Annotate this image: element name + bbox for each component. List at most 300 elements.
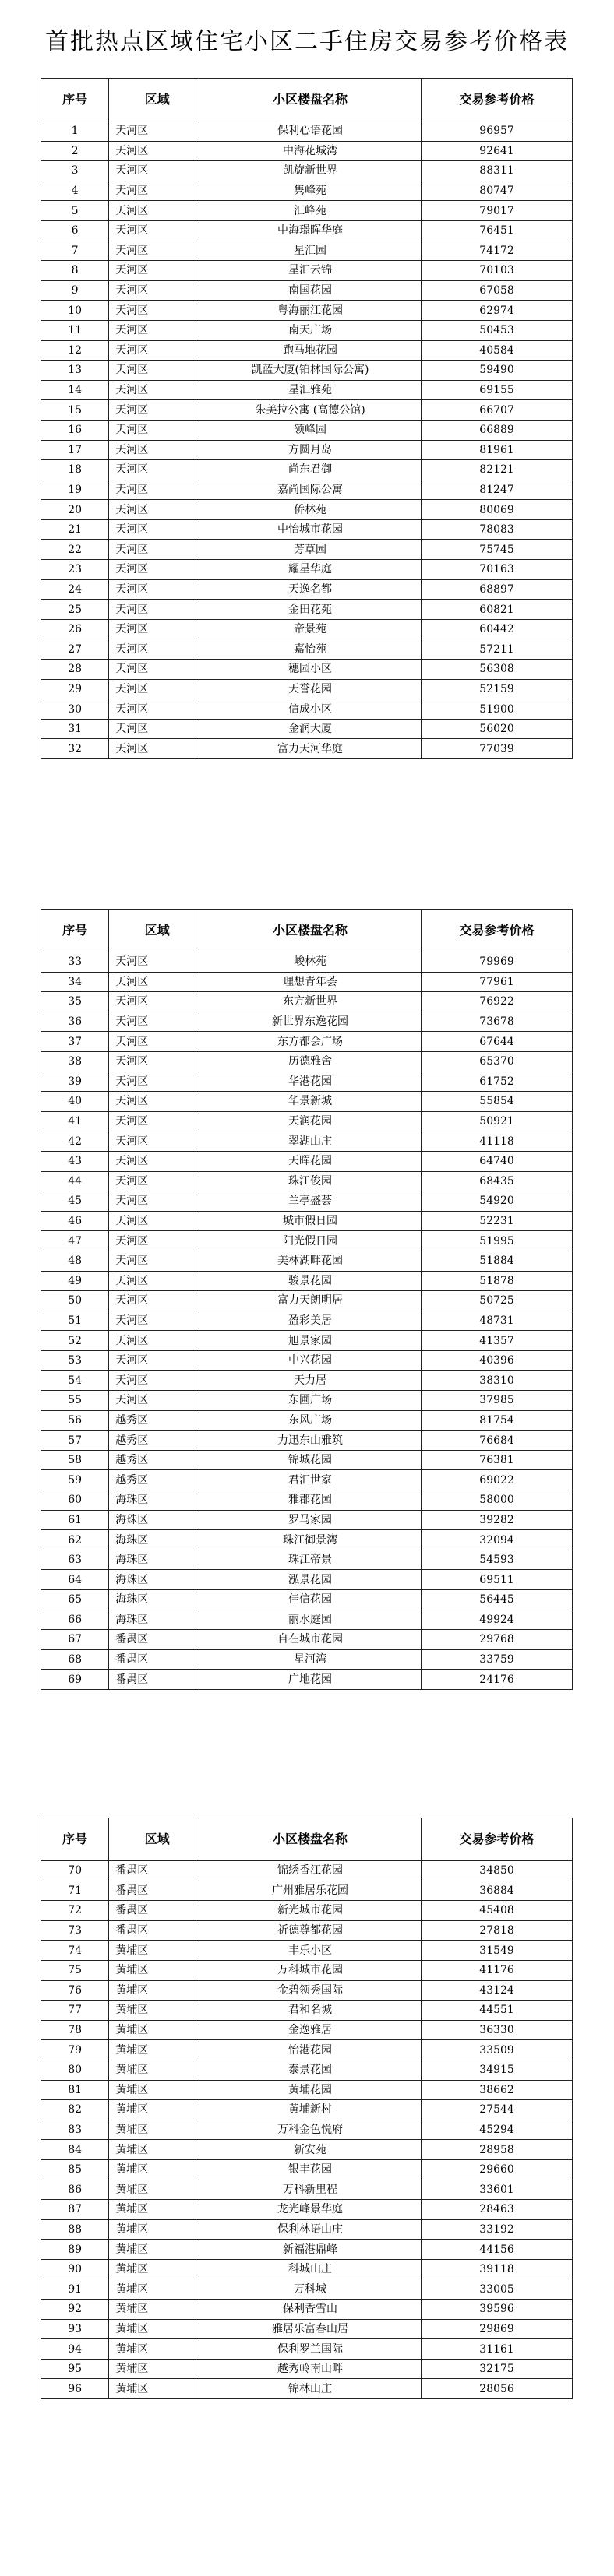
row-estate-name: 阳光假日园 — [199, 1231, 421, 1251]
row-reference-price: 33601 — [422, 2180, 573, 2200]
row-number: 83 — [41, 2120, 109, 2140]
row-district: 天河区 — [109, 400, 199, 421]
row-district: 天河区 — [109, 181, 199, 201]
row-number: 26 — [41, 619, 109, 639]
row-estate-name: 穗园小区 — [199, 660, 421, 680]
row-district: 天河区 — [109, 679, 199, 699]
row-district: 黄埔区 — [109, 2060, 199, 2080]
row-reference-price: 59490 — [422, 361, 573, 381]
row-reference-price: 65370 — [422, 1051, 573, 1072]
table-row — [41, 660, 573, 680]
row-district: 天河区 — [109, 460, 199, 480]
header-name: 小区楼盘名称 — [199, 1818, 421, 1861]
row-district: 黄埔区 — [109, 1941, 199, 1961]
table-row — [41, 1980, 573, 2001]
row-number: 70 — [41, 1861, 109, 1881]
row-reference-price: 78083 — [422, 519, 573, 540]
row-number: 51 — [41, 1311, 109, 1331]
table-row — [41, 1960, 573, 1980]
row-estate-name: 凯蓝大厦(铂林国际公寓) — [199, 361, 421, 381]
row-reference-price: 56020 — [422, 719, 573, 739]
row-reference-price: 33759 — [422, 1649, 573, 1670]
row-reference-price: 32094 — [422, 1530, 573, 1550]
row-number: 9 — [41, 280, 109, 301]
table-row — [41, 141, 573, 161]
row-estate-name: 星汇雅苑 — [199, 380, 421, 400]
table-row — [41, 519, 573, 540]
row-number: 10 — [41, 301, 109, 321]
row-reference-price: 29869 — [422, 2319, 573, 2339]
row-estate-name: 新福港鼎峰 — [199, 2240, 421, 2260]
row-estate-name: 黄埔新村 — [199, 2100, 421, 2120]
row-number: 21 — [41, 519, 109, 540]
row-reference-price: 60442 — [422, 619, 573, 639]
row-district: 越秀区 — [109, 1431, 199, 1451]
table-row — [41, 2339, 573, 2360]
row-reference-price: 31161 — [422, 2339, 573, 2360]
row-estate-name: 丽水庭园 — [199, 1610, 421, 1630]
row-district: 天河区 — [109, 320, 199, 340]
row-number: 45 — [41, 1191, 109, 1212]
row-reference-price: 29660 — [422, 2159, 573, 2180]
row-estate-name: 金润大厦 — [199, 719, 421, 739]
row-estate-name: 富力天河华庭 — [199, 739, 421, 759]
row-reference-price: 58000 — [422, 1490, 573, 1511]
row-reference-price: 24176 — [422, 1670, 573, 1690]
row-district: 黄埔区 — [109, 2300, 199, 2320]
row-number: 77 — [41, 2001, 109, 2021]
table-row — [41, 1371, 573, 1391]
table-row — [41, 2040, 573, 2060]
row-district: 天河区 — [109, 121, 199, 142]
table-row — [41, 992, 573, 1012]
row-number: 48 — [41, 1251, 109, 1271]
table-row — [41, 1649, 573, 1670]
price-table-3 — [41, 1818, 573, 2399]
row-estate-name: 保利林语山庄 — [199, 2219, 421, 2240]
row-number: 42 — [41, 1131, 109, 1152]
row-reference-price: 37985 — [422, 1391, 573, 1411]
row-district: 天河区 — [109, 340, 199, 361]
row-number: 55 — [41, 1391, 109, 1411]
row-number: 90 — [41, 2259, 109, 2279]
row-estate-name: 雅居乐富春山居 — [199, 2319, 421, 2339]
row-estate-name: 骏景花园 — [199, 1271, 421, 1291]
row-district: 天河区 — [109, 1371, 199, 1391]
table-row — [41, 1012, 573, 1032]
table-row — [41, 1231, 573, 1251]
table-row — [41, 2200, 573, 2220]
table-row — [41, 1920, 573, 1941]
table-row — [41, 699, 573, 720]
row-estate-name: 万科城 — [199, 2279, 421, 2300]
row-number: 24 — [41, 579, 109, 600]
row-district: 天河区 — [109, 560, 199, 580]
row-reference-price: 39282 — [422, 1510, 573, 1530]
row-number: 88 — [41, 2219, 109, 2240]
row-reference-price: 73678 — [422, 1012, 573, 1032]
row-estate-name: 丰乐小区 — [199, 1941, 421, 1961]
row-reference-price: 66707 — [422, 400, 573, 421]
table-row — [41, 1391, 573, 1411]
table-row — [41, 1032, 573, 1052]
row-number: 52 — [41, 1331, 109, 1351]
table-row — [41, 301, 573, 321]
row-estate-name: 尚东君御 — [199, 460, 421, 480]
row-reference-price: 54593 — [422, 1550, 573, 1570]
row-number: 82 — [41, 2100, 109, 2120]
row-number: 31 — [41, 719, 109, 739]
row-reference-price: 70103 — [422, 261, 573, 281]
row-number: 32 — [41, 739, 109, 759]
table-row — [41, 1051, 573, 1072]
table-row — [41, 261, 573, 281]
row-estate-name: 万科新里程 — [199, 2180, 421, 2200]
row-number: 37 — [41, 1032, 109, 1052]
row-number: 30 — [41, 699, 109, 720]
row-reference-price: 81961 — [422, 440, 573, 460]
table-row — [41, 400, 573, 421]
row-reference-price: 33192 — [422, 2219, 573, 2240]
row-district: 天河区 — [109, 1032, 199, 1052]
row-reference-price: 51995 — [422, 1231, 573, 1251]
table-row — [41, 161, 573, 181]
row-district: 天河区 — [109, 1051, 199, 1072]
row-district: 黄埔区 — [109, 2219, 199, 2240]
row-number: 39 — [41, 1072, 109, 1092]
table-row — [41, 739, 573, 759]
row-reference-price: 76684 — [422, 1431, 573, 1451]
row-district: 天河区 — [109, 972, 199, 992]
table-row — [41, 1111, 573, 1131]
table-row — [41, 1211, 573, 1231]
row-number: 60 — [41, 1490, 109, 1511]
row-estate-name: 天晖花园 — [199, 1151, 421, 1171]
row-district: 番禺区 — [109, 1881, 199, 1901]
row-reference-price: 52159 — [422, 679, 573, 699]
table-row — [41, 121, 573, 142]
row-district: 天河区 — [109, 301, 199, 321]
row-district: 天河区 — [109, 719, 199, 739]
table-header-row — [41, 79, 573, 121]
row-number: 79 — [41, 2040, 109, 2060]
row-estate-name: 富力天朗明居 — [199, 1291, 421, 1311]
row-estate-name: 万科城市花园 — [199, 1960, 421, 1980]
table-row — [41, 1941, 573, 1961]
row-district: 天河区 — [109, 600, 199, 620]
row-estate-name: 自在城市花园 — [199, 1630, 421, 1650]
row-district: 天河区 — [109, 1171, 199, 1191]
row-number: 41 — [41, 1111, 109, 1131]
table-row — [41, 1431, 573, 1451]
row-reference-price: 77961 — [422, 972, 573, 992]
row-number: 66 — [41, 1610, 109, 1630]
row-estate-name: 华景新城 — [199, 1092, 421, 1112]
header-name: 小区楼盘名称 — [199, 79, 421, 121]
table-row — [41, 1410, 573, 1431]
row-estate-name: 万科金色悦府 — [199, 2120, 421, 2140]
row-district: 天河区 — [109, 1291, 199, 1311]
row-estate-name: 力迅东山雅筑 — [199, 1431, 421, 1451]
table-row — [41, 440, 573, 460]
row-reference-price: 33509 — [422, 2040, 573, 2060]
table-row — [41, 500, 573, 520]
row-number: 43 — [41, 1151, 109, 1171]
row-number: 47 — [41, 1231, 109, 1251]
table-row — [41, 201, 573, 221]
row-estate-name: 侨林苑 — [199, 500, 421, 520]
row-number: 2 — [41, 141, 109, 161]
row-district: 海珠区 — [109, 1530, 199, 1550]
row-estate-name: 天润花园 — [199, 1111, 421, 1131]
row-district: 番禺区 — [109, 1670, 199, 1690]
row-reference-price: 43124 — [422, 1980, 573, 2001]
header-name: 小区楼盘名称 — [199, 910, 421, 952]
row-district: 越秀区 — [109, 1470, 199, 1490]
row-reference-price: 76381 — [422, 1450, 573, 1470]
row-number: 6 — [41, 220, 109, 241]
row-district: 天河区 — [109, 201, 199, 221]
row-reference-price: 56308 — [422, 660, 573, 680]
row-number: 58 — [41, 1450, 109, 1470]
row-district: 天河区 — [109, 1350, 199, 1371]
row-reference-price: 41118 — [422, 1131, 573, 1152]
row-district: 黄埔区 — [109, 2159, 199, 2180]
table-row — [41, 1191, 573, 1212]
table-row — [41, 1861, 573, 1881]
header-price: 交易参考价格 — [422, 910, 573, 952]
row-reference-price: 81247 — [422, 480, 573, 500]
table-row — [41, 380, 573, 400]
row-district: 天河区 — [109, 440, 199, 460]
row-reference-price: 96957 — [422, 121, 573, 142]
row-reference-price: 79017 — [422, 201, 573, 221]
row-number: 3 — [41, 161, 109, 181]
row-district: 天河区 — [109, 1311, 199, 1331]
row-estate-name: 星汇云锦 — [199, 261, 421, 281]
price-table-2 — [41, 909, 573, 1690]
row-estate-name: 芳草园 — [199, 540, 421, 560]
row-number: 84 — [41, 2140, 109, 2160]
row-district: 海珠区 — [109, 1490, 199, 1511]
table-row — [41, 560, 573, 580]
row-district: 番禺区 — [109, 1861, 199, 1881]
header-price: 交易参考价格 — [422, 1818, 573, 1861]
row-reference-price: 68435 — [422, 1171, 573, 1191]
row-reference-price: 28056 — [422, 2379, 573, 2399]
table-row — [41, 181, 573, 201]
table-row — [41, 2080, 573, 2100]
row-number: 75 — [41, 1960, 109, 1980]
row-reference-price: 40584 — [422, 340, 573, 361]
row-number: 8 — [41, 261, 109, 281]
row-estate-name: 东风广场 — [199, 1410, 421, 1431]
row-reference-price: 82121 — [422, 460, 573, 480]
row-reference-price: 45408 — [422, 1901, 573, 1921]
row-reference-price: 34915 — [422, 2060, 573, 2080]
row-reference-price: 36884 — [422, 1881, 573, 1901]
table-row — [41, 1291, 573, 1311]
row-number: 40 — [41, 1092, 109, 1112]
row-number: 63 — [41, 1550, 109, 1570]
row-reference-price: 44551 — [422, 2001, 573, 2021]
row-reference-price: 28958 — [422, 2140, 573, 2160]
row-number: 94 — [41, 2339, 109, 2360]
table-row — [41, 1530, 573, 1550]
row-district: 黄埔区 — [109, 2359, 199, 2379]
row-number: 17 — [41, 440, 109, 460]
row-reference-price: 33005 — [422, 2279, 573, 2300]
row-reference-price: 51900 — [422, 699, 573, 720]
row-reference-price: 60821 — [422, 600, 573, 620]
row-district: 天河区 — [109, 220, 199, 241]
table-row — [41, 1550, 573, 1570]
row-reference-price: 45294 — [422, 2120, 573, 2140]
row-district: 越秀区 — [109, 1450, 199, 1470]
row-district: 黄埔区 — [109, 2379, 199, 2399]
row-number: 28 — [41, 660, 109, 680]
table-row — [41, 1251, 573, 1271]
row-district: 黄埔区 — [109, 2240, 199, 2260]
row-number: 91 — [41, 2279, 109, 2300]
row-estate-name: 雅郡花园 — [199, 1490, 421, 1511]
table-header-row — [41, 910, 573, 952]
row-number: 73 — [41, 1920, 109, 1941]
row-number: 86 — [41, 2180, 109, 2200]
table-row — [41, 2060, 573, 2080]
row-district: 天河区 — [109, 261, 199, 281]
row-district: 天河区 — [109, 1211, 199, 1231]
table-row — [41, 2001, 573, 2021]
table-row — [41, 1271, 573, 1291]
table-row — [41, 972, 573, 992]
row-number: 56 — [41, 1410, 109, 1431]
row-estate-name: 翠湖山庄 — [199, 1131, 421, 1152]
table-row — [41, 1670, 573, 1690]
table-row — [41, 2180, 573, 2200]
row-number: 53 — [41, 1350, 109, 1371]
row-district: 天河区 — [109, 361, 199, 381]
row-estate-name: 领峰园 — [199, 420, 421, 440]
row-estate-name: 嘉怡苑 — [199, 639, 421, 660]
row-district: 黄埔区 — [109, 2080, 199, 2100]
row-district: 天河区 — [109, 992, 199, 1012]
row-district: 海珠区 — [109, 1510, 199, 1530]
row-reference-price: 27818 — [422, 1920, 573, 1941]
row-district: 海珠区 — [109, 1590, 199, 1610]
row-estate-name: 龙光峰景华庭 — [199, 2200, 421, 2220]
row-district: 天河区 — [109, 1391, 199, 1411]
row-district: 天河区 — [109, 1131, 199, 1152]
table-row — [41, 220, 573, 241]
row-estate-name: 锦城花园 — [199, 1450, 421, 1470]
row-number: 27 — [41, 639, 109, 660]
header-district: 区域 — [109, 79, 199, 121]
row-estate-name: 理想青年荟 — [199, 972, 421, 992]
table-row — [41, 1901, 573, 1921]
table-row — [41, 952, 573, 973]
row-district: 黄埔区 — [109, 2339, 199, 2360]
table-row — [41, 1092, 573, 1112]
row-district: 天河区 — [109, 699, 199, 720]
table-row — [41, 2020, 573, 2040]
row-district: 天河区 — [109, 500, 199, 520]
table-row — [41, 1590, 573, 1610]
row-estate-name: 朱美拉公寓 (高德公馆) — [199, 400, 421, 421]
table-row — [41, 1072, 573, 1092]
row-reference-price: 38662 — [422, 2080, 573, 2100]
header-no: 序号 — [41, 910, 109, 952]
row-estate-name: 中兴花园 — [199, 1350, 421, 1371]
row-estate-name: 新光城市花园 — [199, 1901, 421, 1921]
row-estate-name: 中海璟晖华庭 — [199, 220, 421, 241]
row-reference-price: 28463 — [422, 2200, 573, 2220]
row-district: 黄埔区 — [109, 1960, 199, 1980]
row-district: 番禺区 — [109, 1649, 199, 1670]
table-row — [41, 1171, 573, 1191]
row-reference-price: 81754 — [422, 1410, 573, 1431]
row-reference-price: 36330 — [422, 2020, 573, 2040]
row-number: 72 — [41, 1901, 109, 1921]
row-number: 64 — [41, 1570, 109, 1590]
row-estate-name: 广地花园 — [199, 1670, 421, 1690]
row-estate-name: 君和名城 — [199, 2001, 421, 2021]
row-district: 天河区 — [109, 1072, 199, 1092]
row-estate-name: 兰亭盛荟 — [199, 1191, 421, 1212]
row-estate-name: 东方都会广场 — [199, 1032, 421, 1052]
row-estate-name: 银丰花园 — [199, 2159, 421, 2180]
table-row — [41, 2120, 573, 2140]
row-estate-name: 中怡城市花园 — [199, 519, 421, 540]
table-row — [41, 340, 573, 361]
row-reference-price: 39118 — [422, 2259, 573, 2279]
row-estate-name: 隽峰苑 — [199, 181, 421, 201]
row-reference-price: 75745 — [422, 540, 573, 560]
row-estate-name: 金田花苑 — [199, 600, 421, 620]
row-estate-name: 君汇世家 — [199, 1470, 421, 1490]
row-reference-price: 74172 — [422, 241, 573, 261]
row-estate-name: 东方新世界 — [199, 992, 421, 1012]
row-number: 25 — [41, 600, 109, 620]
table-row — [41, 1311, 573, 1331]
page-title: 首批热点区域住宅小区二手住房交易参考价格表 — [45, 28, 569, 55]
table-row — [41, 280, 573, 301]
row-district: 天河区 — [109, 1092, 199, 1112]
row-reference-price: 76451 — [422, 220, 573, 241]
row-estate-name: 凯旋新世界 — [199, 161, 421, 181]
row-district: 天河区 — [109, 739, 199, 759]
row-estate-name: 保利罗兰国际 — [199, 2339, 421, 2360]
table-row — [41, 2279, 573, 2300]
row-district: 黄埔区 — [109, 2120, 199, 2140]
row-estate-name: 新世界东逸花园 — [199, 1012, 421, 1032]
table-row — [41, 639, 573, 660]
row-district: 天河区 — [109, 420, 199, 440]
row-number: 1 — [41, 121, 109, 142]
row-reference-price: 70163 — [422, 560, 573, 580]
table-row — [41, 619, 573, 639]
row-reference-price: 77039 — [422, 739, 573, 759]
row-reference-price: 69511 — [422, 1570, 573, 1590]
row-district: 天河区 — [109, 1151, 199, 1171]
row-district: 黄埔区 — [109, 2200, 199, 2220]
row-estate-name: 罗马家园 — [199, 1510, 421, 1530]
row-number: 95 — [41, 2359, 109, 2379]
row-number: 71 — [41, 1881, 109, 1901]
row-estate-name: 历德雅舍 — [199, 1051, 421, 1072]
row-district: 黄埔区 — [109, 2140, 199, 2160]
row-number: 85 — [41, 2159, 109, 2180]
